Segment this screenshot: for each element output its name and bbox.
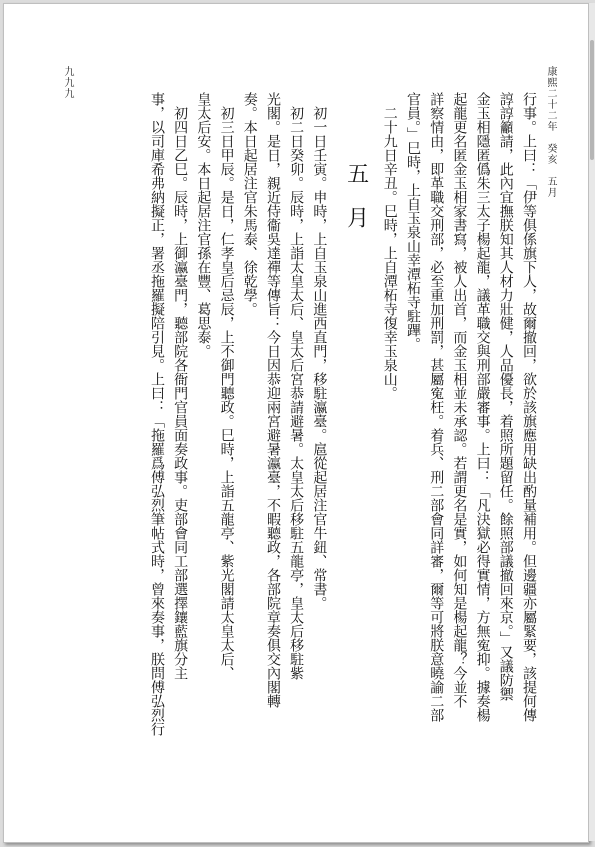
document-page — [3, 3, 589, 843]
text-line: 初一日壬寅。申時，上自玉泉山進西直門，移駐瀛臺。扈從起居注官牛鈕、常書。 — [311, 106, 328, 610]
text-line: 詳察情由，即革職交刑部，必至重加刑罰，甚屬寃枉。着兵、刑二部會同詳審，爾等可將朕意曉諭二部 — [428, 92, 445, 722]
text-line: 奏。本日起居注官朱馬泰、徐乾學。 — [241, 92, 258, 316]
text-line: 行事。上曰：「伊等俱係旗下人，故爾撤回，欲於該旗應用缺出酌量補用。但邊疆亦屬緊要，該提何傳 — [521, 92, 537, 722]
scrollbar-thumb[interactable] — [590, 40, 594, 160]
text-line: 初三日甲辰。是日，仁孝皇后忌辰，上不御門聽政。巳時，上詣五龍亭、紫光閣請太皇太后、 — [218, 106, 235, 680]
body-text — [86, 92, 540, 807]
text-line: 金玉相隱匿僞朱三太子楊起龍，議革職交與刑部嚴審事。上曰：「凡決獄必得實情，方無寃抑。據奏楊 — [474, 92, 491, 722]
text-line: 官員。」巳時，上自玉泉山幸潭柘寺駐蹕。 — [404, 92, 421, 351]
text-line: 起龍更名匿金玉相家書寫，被人出首，而金玉相並未承認。若謂更名是實，如何知是楊起龍？今並不 — [451, 92, 468, 708]
text-line: 二十九日辛丑。巳時，上自潭柘寺復幸玉泉山。 — [381, 106, 398, 400]
running-header: 康熙二十二年 癸亥 五月 — [545, 66, 556, 198]
text-line: 諄諄籲請，此內宜撫朕知其人材力壯健，人品優長，着照所題留任。餘照部議撤回來京。」又議防禦 — [497, 92, 514, 701]
text-line: 事，以司庫希弗納擬正，署丞拖羅擬陪引見。上曰：「拖羅爲傅弘烈筆帖式時，曾來奏事，朕問傅弘烈行 — [148, 92, 165, 736]
text-line: 皇太后安。本日起居注官孫在豐、葛思泰。 — [195, 92, 212, 358]
month-heading: 五月 — [343, 162, 369, 250]
text-line: 初四日乙巳。辰時，上御瀛臺門，聽部院各衙門官員面奏政事。吏部會同工部選擇鑲藍旗分主 — [172, 106, 189, 680]
page-number: 九九九 — [62, 66, 73, 99]
text-line: 初二日癸卯。辰時，上詣太皇太后、皇太后宮恭請避暑。太皇太后移駐五龍亭，皇太后移駐紫 — [288, 106, 305, 680]
text-line: 光閣。是日，親近侍衞吳達禪等傳旨：今日因恭迎兩宮避暑瀛臺，不暇聽政，各部院章奏俱交內閣轉 — [264, 92, 281, 708]
